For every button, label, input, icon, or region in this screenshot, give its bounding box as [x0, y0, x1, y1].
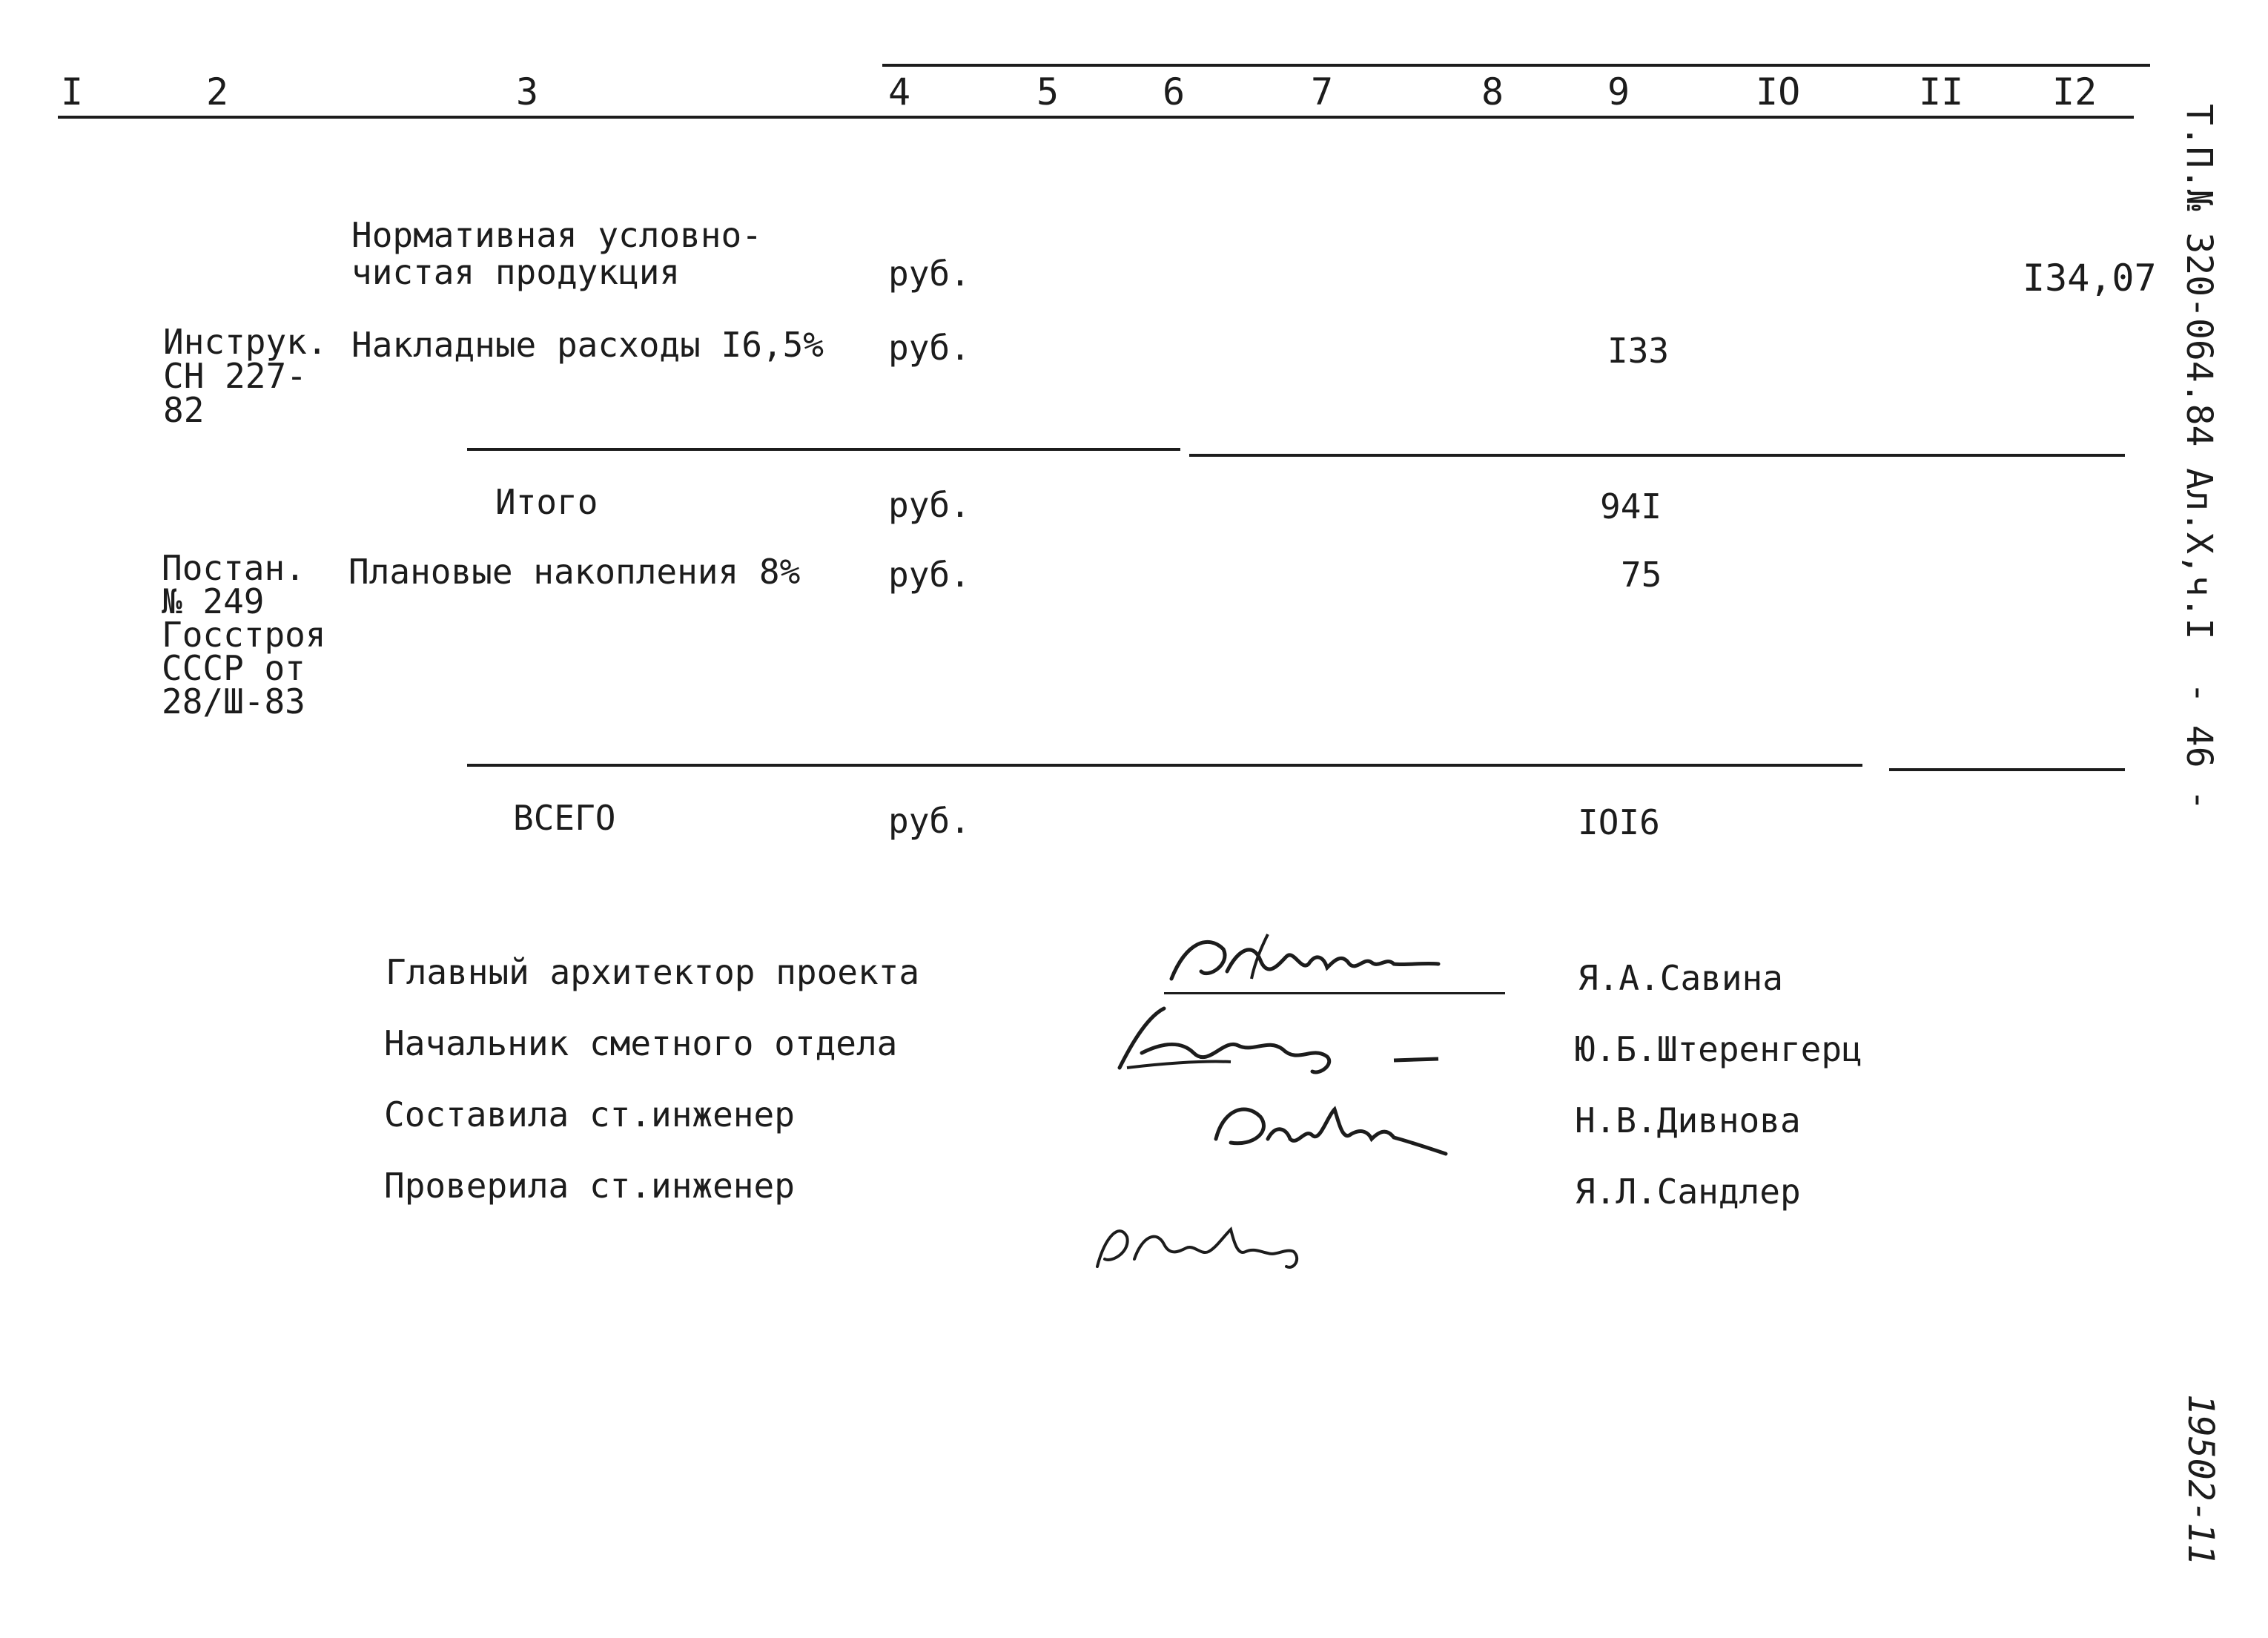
row-value-col9: I33: [1607, 331, 1670, 371]
column-number-9: 9: [1607, 70, 1630, 113]
header-top-rule: [882, 64, 2150, 67]
signer-role: Составила ст.инженер: [384, 1094, 795, 1135]
row-basis: Инструк. СН 227- 82: [163, 322, 328, 430]
handwritten-signature-sandler: [1082, 1207, 1349, 1281]
signer-name: Я.Л.Сандлер: [1575, 1172, 1801, 1212]
column-number-7: 7: [1311, 70, 1334, 113]
handwritten-signature-shterengerts: [1097, 994, 1483, 1090]
row-value-col9: IOI6: [1578, 802, 1660, 842]
row-unit: руб.: [888, 485, 971, 525]
row-name: Нормативная условно- чистая продукция: [351, 215, 762, 292]
column-number-4: 4: [888, 70, 911, 113]
header-bottom-rule: [58, 116, 2134, 119]
row-unit: руб.: [888, 328, 971, 368]
document-reference: Т.П.№ 320-064.84 Ал.Х,ч.I: [2178, 104, 2220, 640]
row-basis: Постан. № 249 Госстроя СССР от 28/Ш-83: [162, 548, 326, 721]
column-number-6: 6: [1163, 70, 1186, 113]
column-number-3: 3: [516, 70, 539, 113]
column-number-10: IO: [1756, 70, 1801, 113]
subtotal-rule: [467, 448, 1180, 451]
row-unit: руб.: [888, 801, 971, 841]
signer-name: Ю.Б.Штеренгерц: [1575, 1029, 1862, 1069]
row-name: Плановые накопления 8%: [348, 552, 801, 592]
handwritten-signature-divnova: [1201, 1087, 1468, 1169]
row-name: Накладные расходы I6,5%: [351, 325, 824, 365]
column-number-8: 8: [1481, 70, 1504, 113]
total-rule-right: [1889, 768, 2125, 771]
row-unit: руб.: [888, 555, 971, 595]
row-value-col9: 75: [1621, 555, 1662, 595]
column-number-5: 5: [1037, 70, 1059, 113]
archive-stamp: 19502-11: [2180, 1394, 2221, 1566]
row-value-col9: 94I: [1600, 486, 1662, 526]
signer-name: Я.А.Савина: [1578, 958, 1783, 998]
signer-name: Н.В.Дивнова: [1575, 1100, 1801, 1140]
column-number-1: I: [61, 70, 84, 113]
signer-role: Начальник сметного отдела: [384, 1023, 898, 1063]
signer-role: Проверила ст.инженер: [384, 1166, 795, 1206]
page-number: - 46 -: [2178, 682, 2220, 811]
signer-role: Главный архитектор проекта: [386, 952, 920, 992]
subtotal-rule-right: [1189, 454, 2125, 457]
row-value-col12: I34,07: [2023, 257, 2157, 300]
row-name: ВСЕГО: [513, 798, 616, 838]
total-rule: [467, 764, 1862, 767]
column-number-12: I2: [2052, 70, 2097, 113]
column-number-2: 2: [206, 70, 229, 113]
row-unit: руб.: [888, 254, 971, 294]
column-number-11: II: [1919, 70, 1964, 113]
row-name: Итого: [495, 482, 598, 522]
